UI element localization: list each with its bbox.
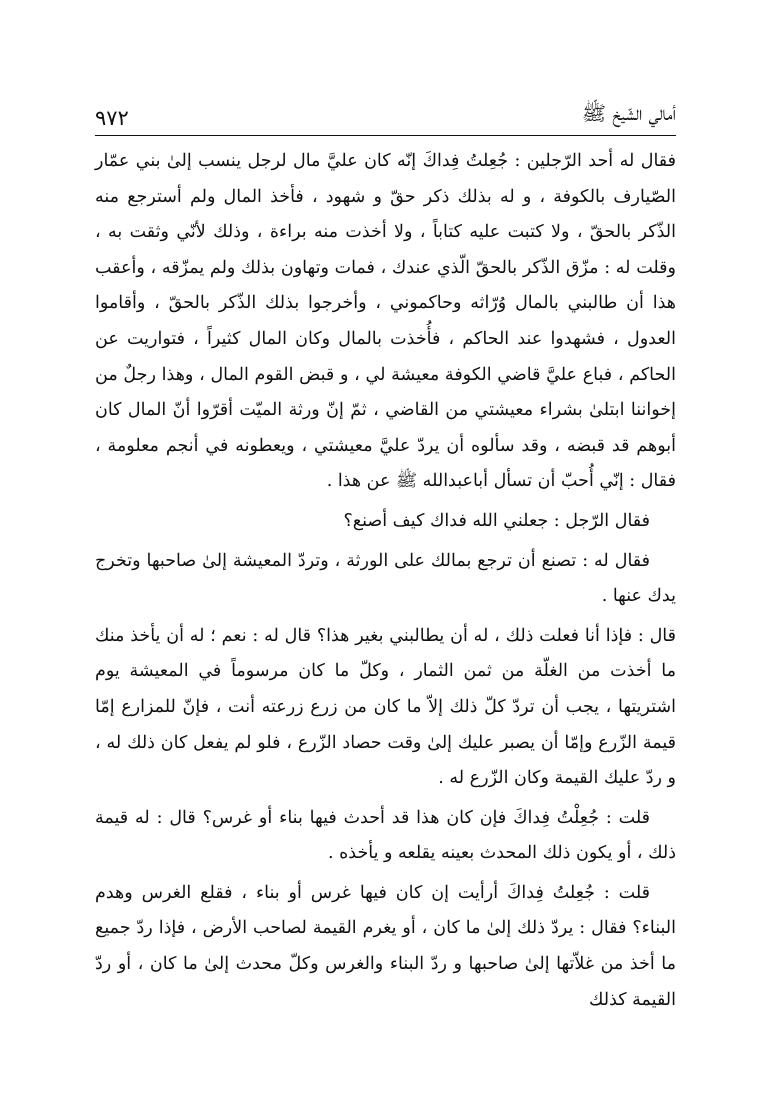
running-header	[95, 96, 676, 130]
paragraph-6: قلت : جُعِلتُ فِداكَ أرأيت إن كان فيها غرس أو بناء ، فقلع الغرس وهدم البناء؟ فقال : يردّ ذلك إلىٰ ما كان ، أو يغرم القيمة لصاحب الأرض ، فإذا ردّ جميع ما أخذ من غلاّتها إلىٰ صاحبها و ردّ البناء والغرس وكلّ محدث إلىٰ ما كان ، أو ردّ القيمة كذلك	[95, 882, 676, 1010]
page-number: ٩٧٢	[95, 106, 129, 130]
paragraph-3: فقال له : تصنع أن ترجع بمالك على الورثة ، وتردّ المعيشة إلىٰ صاحبها وتخرج يدك عنها .	[95, 550, 676, 607]
header-divider	[95, 135, 676, 136]
paragraph-2: فقال الرّجل : جعلني الله فداك كيف أصنع؟	[343, 510, 650, 531]
paragraph-4: قال : فإذا أنا فعلت ذلك ، له أن يطالبني بغير هذا؟ قال له : نعم ؛ له أن يأخذ منك ما أخذت من الغلّة من ثمن الثمار ، وكلّ ما كان مرسوماً في المعيشة يوم اشتريتها ، يجب أن تردّ كلّ ذلك إلاّ ما كان من زرع زرعته أنت ، فإنّ للمزارع إمّا قيمة الزّرع وإمّا أن يصبر عليك إلىٰ وقت حصاد الزّرع ، فلو لم يفعل كان ذلك له ، و ردّ عليك القيمة وكان الزّرع له .	[95, 625, 676, 789]
paragraph-5: قلت : جُعِلْتُ فِداكَ فإن كان هذا قد أحدث فيها بناء أو غرس؟ قال : له قيمة ذلك ، أو يكون ذلك المحدث بعينه يقلعه و يأخذه .	[95, 807, 676, 864]
book-title: أمالي الشّيخ ﷺ	[581, 101, 676, 125]
paragraph-1: فقال له أحد الرّجلين : جُعِلتُ فِداكَ إنّه كان عليَّ مال لرجل ينسب إلىٰ بني عمّار الصّيارف بالكوفة ، و له بذلك ذكر حقّ و شهود ، فأخذ المال ولم أسترجع منه الذّكر بالحقّ ، ولا كتبت عليه كتاباً ، ولا أخذت منه براءة ، وذلك لأنّي وثقت به ، وقلت له : مزّق الذّكر بالحقّ الّذي عندك ، فمات وتهاون بذلك ولم يمزّقه ، وأعقب هذا أن طالبني بالمال وُرّاثه وحاكموني ، وأخرجوا بذلك الذّكر بالحقّ ، وأقاموا العدول ، فشهدوا عند الحاكم ، فأُخذت بالمال وكان المال كثيراً ، فتواريت عن الحاكم ، فباع عليَّ قاضي الكوفة معيشة لي ، و قبض القوم المال ، وهذا رجلٌ من إخواننا ابتلىٰ بشراء معيشتي من القاضي ، ثمّ إنّ ورثة الميّت أقرّوا أنّ المال كان أبوهم قد قبضه ، وقد سألوه أن يردّ عليَّ معيشتي ، ويعطونه في أنجم معلومة ، فقال : إنّي أُحبّ أن تسأل أباعبدالله ﷺ عن هذا .	[95, 151, 676, 492]
body-text	[95, 144, 676, 1018]
